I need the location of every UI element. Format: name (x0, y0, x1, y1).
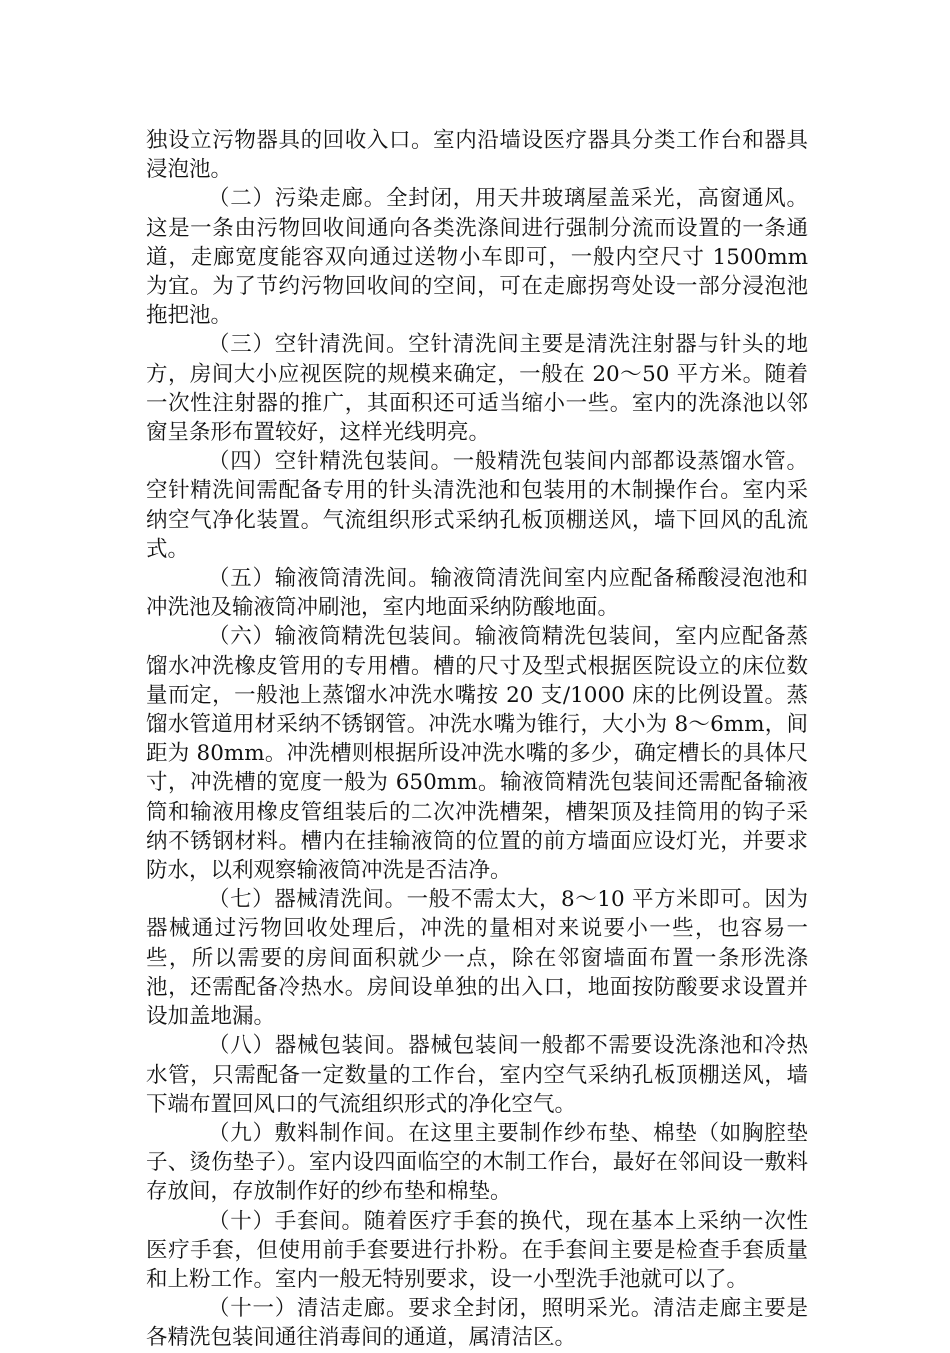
paragraph-instrument-packaging-room: （八）器械包装间。器械包装间一般都不需要设洗涤池和冷热水管，只需配备一定数量的工作台，室内空气采纳孔板顶棚送风，墙下端布置回风口的气流组织形式的净化空气。 (146, 1033, 808, 1117)
paragraph-instrument-washing-room: （七）器械清洗间。一般不需太大，8～10 平方米即可。因为器械通过污物回收处理后，冲洗的量相对来说要小一些，也容易一些，所以需要的房间面积就少一点，除在邻窗墙面布置一条形洗涤池，还需配备冷热水。房间设单独的出入口，地面按防酸要求设置并设加盖地漏。 (146, 887, 808, 1030)
paragraph-dressing-room: （九）敷料制作间。在这里主要制作纱布垫、棉垫（如胸腔垫子、烫伤垫子）。室内设四面临空的木制工作台，最好在邻间设一敷料存放间，存放制作好的纱布垫和棉垫。 (146, 1120, 808, 1205)
paragraph-glove-room: （十）手套间。随着医疗手套的换代，现在基本上采纳一次性医疗手套，但使用前手套要进行扑粉。在手套间主要是检查手套质量和上粉工作。室内一般无特别要求，设一小型洗手池就可以了。 (146, 1208, 808, 1292)
paragraph-clean-corridor: （十一）清洁走廊。要求全封闭，照明采光。清洁走廊主要是各精洗包装间通往消毒间的通道，属清洁区。 (146, 1296, 808, 1351)
paragraph-contaminated-corridor: （二）污染走廊。全封闭，用天井玻璃屋盖采光，高窗通风。这是一条由污物回收间通向各类洗涤间进行强制分流而设置的一条通道，走廊宽度能容双向通过送物小车即可，一般内空尺寸 1500mm 为宜。为了节约污物回收间的空间，可在走廊拐弯处设一部分浸泡池拖把池。 (146, 186, 808, 329)
paragraph-infusion-tube-packaging-room: （六）输液筒精洗包装间。输液筒精洗包装间，室内应配备蒸馏水冲洗橡皮管用的专用槽。槽的尺寸及型式根据医院设立的床位数量而定，一般池上蒸馏水冲洗水嘴按 20 支/1000 床的比例设置。蒸馏水管道用材采纳不锈钢管。冲洗水嘴为锥行，大小为 8～6mm，间距为 80mm。冲洗槽则根据所设冲洗水嘴的多少，确定槽长的具体尺寸，冲洗槽的宽度一般为 650mm。输液筒精洗包装间还需配备输液筒和输液用橡皮管组装后的二次冲洗槽架，槽架顶及挂筒用的钩子采纳不锈钢材料。槽内在挂输液筒的位置的前方墙面应设灯光，并要求防水，以利观察输液筒冲洗是否洁净。 (146, 624, 808, 884)
paragraph-syringe-packaging-room: （四）空针精洗包装间。一般精洗包装间内部都设蒸馏水管。空针精洗间需配备专用的针头清洗池和包装用的木制操作台。室内采纳空气净化装置。气流组织形式采纳孔板顶棚送风，墙下回风的乱流式。 (146, 449, 808, 562)
document-body (146, 126, 808, 1353)
paragraph-syringe-washing-room: （三）空针清洗间。空针清洗间主要是清洗注射器与针头的地方，房间大小应视医院的规模来确定，一般在 20～50 平方米。随着一次性注射器的推广，其面积还可适当缩小一些。室内的洗涤池以邻窗呈条形布置较好，这样光线明亮。 (146, 332, 808, 446)
paragraph-continuation: 独设立污物器具的回收入口。室内沿墙设医疗器具分类工作台和器具浸泡池。 (146, 128, 808, 183)
paragraph-infusion-tube-washing-room: （五）输液筒清洗间。输液筒清洗间室内应配备稀酸浸泡池和冲洗池及输液筒冲刷池，室内地面采纳防酸地面。 (146, 566, 808, 621)
